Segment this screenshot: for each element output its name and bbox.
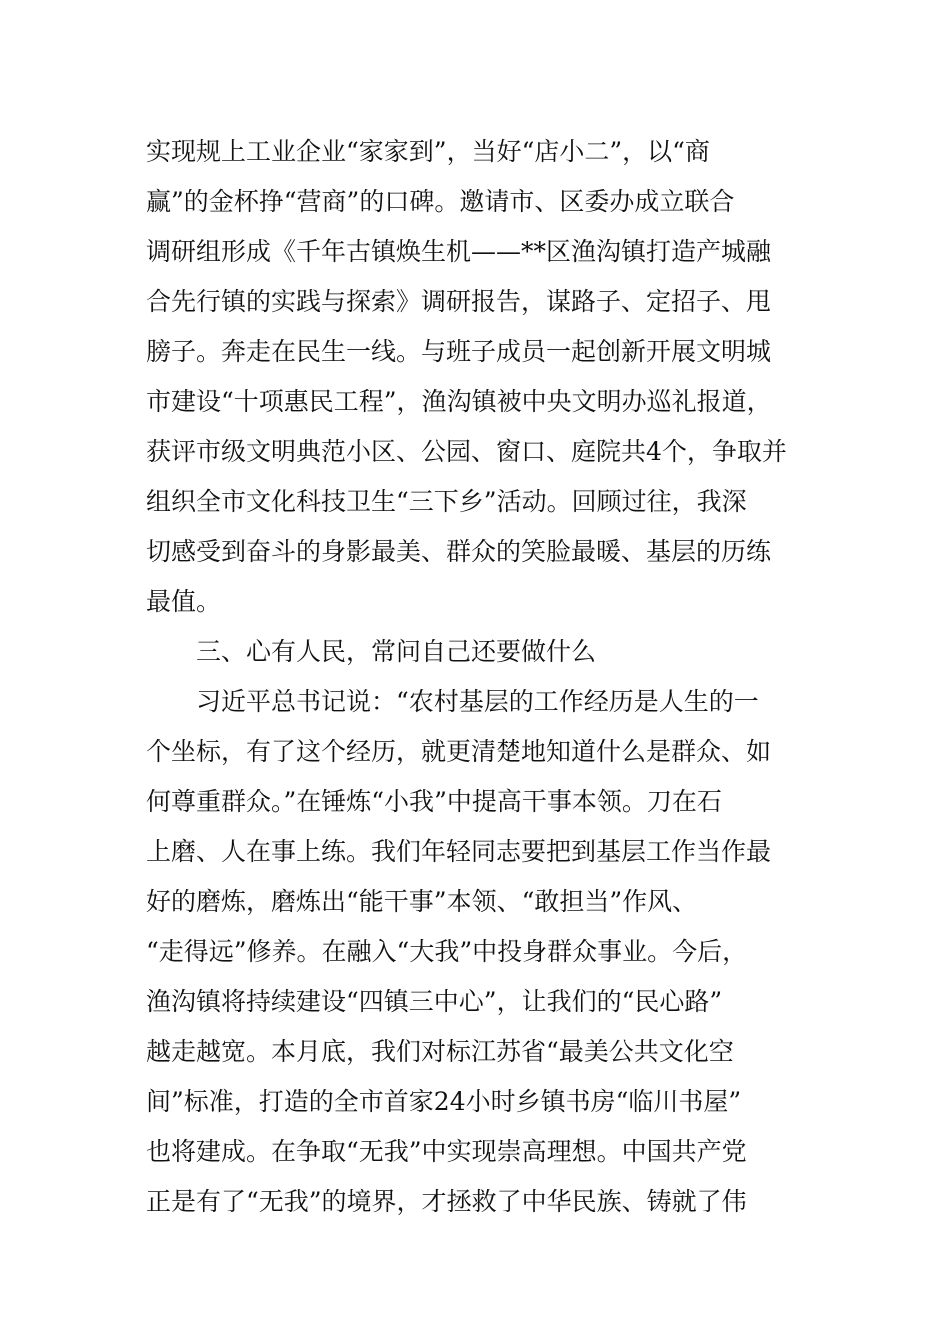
text-line: 间”标准，打造的全市首家24小时乡镇书房“临川书屋” [146, 1087, 742, 1116]
text-line: “走得远”修养。在融入“大我”中投身群众事业。今后， [146, 937, 748, 966]
text-line: 实现规上工业企业“家家到”，当好“店小二”，以“商 [146, 137, 710, 166]
text-line: 切感受到奋斗的身影最美、群众的笑脸最暖、基层的历练 [146, 537, 772, 566]
text-line: 膀子。奔走在民生一线。与班子成员一起创新开展文明城 [146, 337, 772, 366]
text-line: 合先行镇的实践与探索》调研报告，谋路子、定招子、甩 [146, 287, 772, 316]
text-line: 渔沟镇将持续建设“四镇三中心”，让我们的“民心路” [146, 987, 723, 1016]
section-heading: 三、心有人民，常问自己还要做什么 [196, 637, 597, 666]
text-line: 组织全市文化科技卫生“三下乡”活动。回顾过往，我深 [146, 487, 747, 516]
text-line: 也将建成。在争取“无我”中实现崇高理想。中国共产党 [146, 1137, 747, 1166]
text-line: 最值。 [146, 587, 222, 616]
text-line: 获评市级文明典范小区、公园、窗口、庭院共4个，争取并 [146, 437, 787, 466]
text-line: 何尊重群众。”在锤炼“小我”中提高干事本领。刀在石 [146, 787, 722, 816]
text-line: 赢”的金杯挣“营商”的口碑。邀请市、区委办成立联合 [146, 187, 735, 216]
text-line: 调研组形成《千年古镇焕生机——**区渔沟镇打造产城融 [146, 237, 772, 266]
text-line: 个坐标，有了这个经历，就更清楚地知道什么是群众、如 [146, 737, 772, 766]
text-line: 市建设“十项惠民工程”，渔沟镇被中央文明办巡礼报道， [146, 387, 772, 416]
text-line: 好的磨炼，磨炼出“能干事”本领、“敢担当”作风、 [146, 887, 698, 916]
text-line: 正是有了“无我”的境界，才拯救了中华民族、铸就了伟 [146, 1187, 747, 1216]
paragraph-first-line: 习近平总书记说：“农村基层的工作经历是人生的一 [196, 687, 759, 716]
text-line: 越走越宽。本月底，我们对标江苏省“最美公共文化空 [146, 1037, 734, 1066]
text-line: 上磨、人在事上练。我们年轻同志要把到基层工作当作最 [146, 837, 772, 866]
body-text [146, 127, 810, 1227]
